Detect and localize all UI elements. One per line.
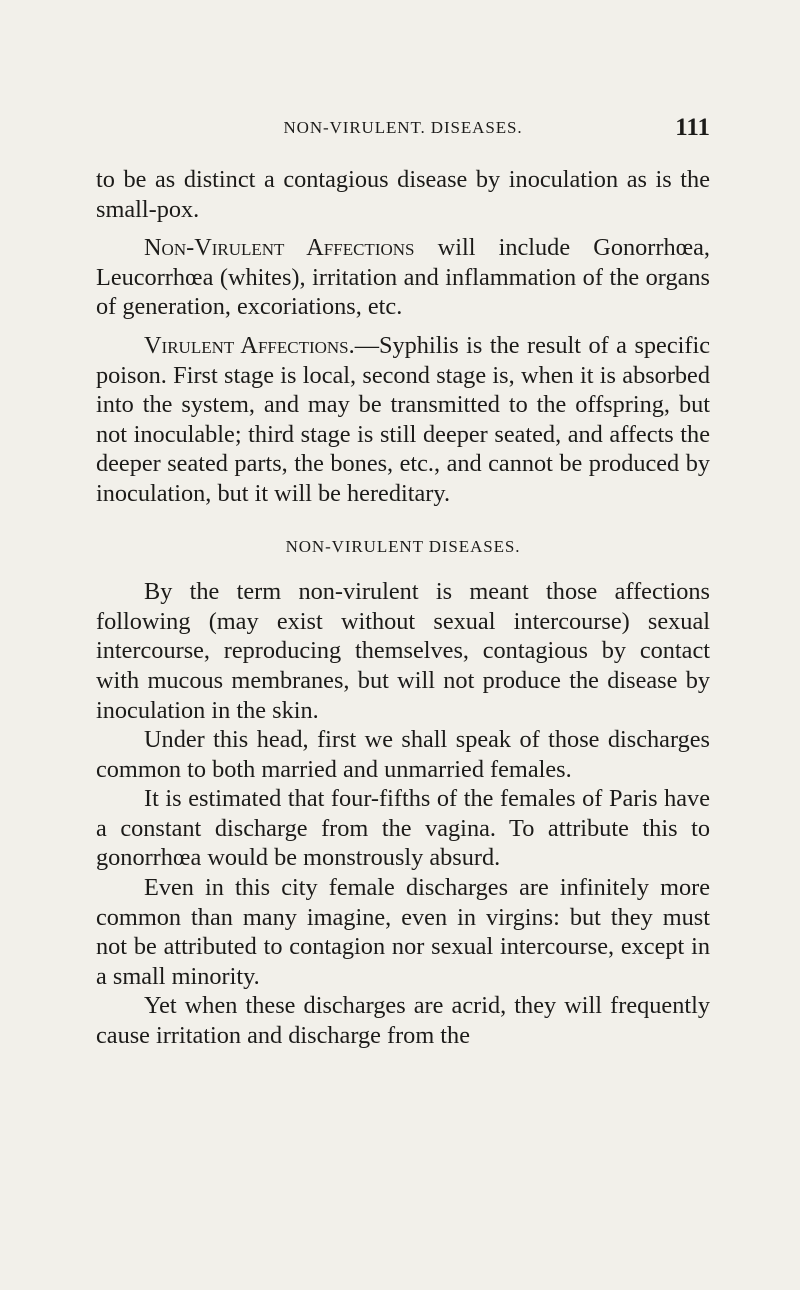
- running-title: NON-VIRULENT. DISEASES.: [283, 118, 523, 137]
- body-text: [96, 165, 710, 1051]
- paragraph-text: will include Gonorrhœa, Leucorrhœa (whites), irritation and inflammation of the organs of generation, excoriations, etc.: [96, 234, 710, 321]
- paragraph-non-virulent-affections: [96, 233, 710, 322]
- paragraph: It is estimated that four-fifths of the females of Paris have a constant discharge from the vagina. To attribute this to gonorrhœa would be monstrously absurd.: [96, 785, 710, 872]
- paragraph: Under this head, first we shall speak of those discharges common to both married and unmarried females.: [96, 726, 710, 783]
- running-head: [96, 114, 710, 144]
- paragraph: By the term non-virulent is meant those affections following (may exist without sexual intercourse) sexual intercourse, reproducing themselves, contagious by contact with mucous membranes, but will not produce the disease by inoculation in the skin.: [96, 578, 710, 724]
- section-heading: NON-VIRULENT DISEASES.: [285, 536, 521, 556]
- run-in-heading: Non-Virulent Affections: [144, 234, 415, 262]
- paragraph: Yet when these discharges are acrid, they will frequently cause irritation and discharge from the: [96, 992, 710, 1050]
- paragraph: Even in this city female discharges are infinitely more common than many imagine, even in virgins: but they must not be attributed to contagion nor sexual intercourse, except in a small minority.: [96, 874, 710, 990]
- run-in-heading: Virulent Affections.: [144, 331, 355, 359]
- paragraph-text: —Syphilis is the result of a specific poison. First stage is local, second stage is, when it is absorbed into the system, and may be transmitted to the offspring, but not inoculable; third stage is still deeper seated, and affects the deeper seated parts, the bones, etc., and cannot be produced by inoculation, but it will be hereditary.: [96, 331, 710, 507]
- page-number: 111: [675, 114, 710, 141]
- paragraph-virulent-affections: [96, 331, 710, 509]
- paragraph-continuation: to be as distinct a contagious disease by inoculation as is the small-pox.: [96, 166, 710, 223]
